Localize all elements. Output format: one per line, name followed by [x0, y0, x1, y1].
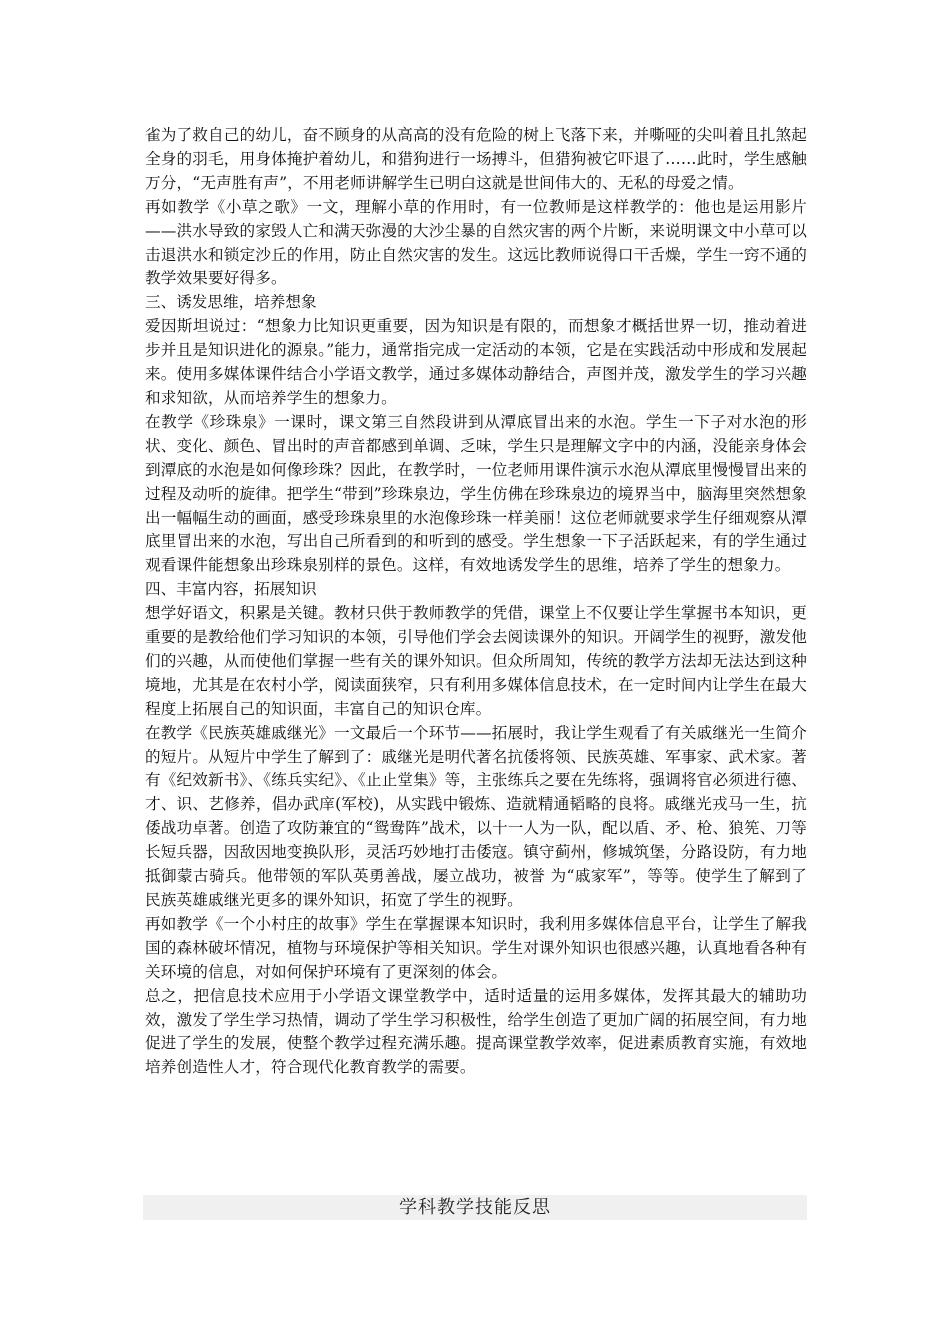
paragraph: 总之，把信息技术应用于小学语文课堂教学中，适时适量的运用多媒体，发挥其最大的辅助功效，激发了学生学习热情，调动了学生学习积极性，给学生创造了更加广阔的拓展空间，有力地促进了学生的发展，使整个教学过程充满乐趣。提高课堂教学效率，促进素质教育实施，有效地培养创造性人才，符合现代化教育教学的需要。: [145, 986, 807, 1077]
section-heading: 三、诱发思维，培养想象: [145, 293, 317, 312]
next-section-title: 学科教学技能反思: [143, 1195, 807, 1220]
section-heading: 四、丰富内容，拓展知识: [145, 580, 317, 599]
paragraph: 在教学《珍珠泉》一课时，课文第三自然段讲到从潭底冒出来的水泡。学生一下子对水泡的形状、变化、颜色、冒出时的声音都感到单调、乏味，学生只是理解文字中的内涵，没能亲身体会到潭底的水泡是如何像珍珠？因此，在教学时，一位老师用课件演示水泡从潭底里慢慢冒出来的过程及动听的旋律。把学生“带到”珍珠泉边，学生仿佛在珍珠泉边的境界当中，脑海里突然想象出一幅幅生动的画面，感受珍珠泉里的水泡像珍珠一样美丽！这位老师就要求学生仔细观察从潭底里冒出来的水泡，写出自己所看到的和听到的感受。学生想象一下子活跃起来，有的学生通过观看课件能想象出珍珠泉别样的景色。这样，有效地诱发学生的思维，培养了学生的想象力。: [145, 412, 807, 575]
paragraph: 再如教学《小草之歌》一文，理解小草的作用时，有一位教师是这样教学的：他也是运用影片——洪水导致的家毁人亡和满天弥漫的大沙尘暴的自然灾害的两个片断，来说明课文中小草可以击退洪水和锁定沙丘的作用，防止自然灾害的发生。这远比教师说得口干舌燥，学生一窍不通的教学效果要好得多。: [145, 197, 807, 288]
paragraph: 再如教学《一个小村庄的故事》学生在掌握课本知识时，我利用多媒体信息平台，让学生了解我国的森林破坏情况，植物与环境保护等相关知识。学生对课外知识也很感兴趣，认真地看各种有关环境的信息，对如何保护环境有了更深刻的体会。: [145, 914, 807, 981]
paragraph: 在教学《民族英雄戚继光》一文最后一个环节——拓展时，我让学生观看了有关戚继光一生简介的短片。从短片中学生了解到了：戚继光是明代著名抗倭将领、民族英雄、军事家、武术家。著有《纪效新书》、《练兵实纪》、《止止堂集》等，主张练兵之要在先练将，强调将官必须进行德、才、识、艺修养，倡办武庠(军校)，从实践中锻炼、造就精通韬略的良将。戚继光戎马一生，抗倭战功卓著。创造了攻防兼宜的“鸳鸯阵”战术，以十一人为一队，配以盾、矛、枪、狼筅、刀等长短兵器，因敌因地变换队形，灵活巧妙地打击倭寇。镇守蓟州，修城筑堡，分路设防，有力地抵御蒙古骑兵。他带领的军队英勇善战，屡立战功，被誉 为“戚家军”，等等。使学生了解到了民族英雄戚继光更多的课外知识，拓宽了学生的视野。: [145, 723, 807, 909]
document-body: [145, 124, 807, 1080]
paragraph: 想学好语文，积累是关键。教材只供于教师教学的凭借，课堂上不仅要让学生掌握书本知识，更重要的是教给他们学习知识的本领，引导他们学会去阅读课外的知识。开阔学生的视野，激发他们的兴趣，从而使他们掌握一些有关的课外知识。但众所周知，传统的教学方法却无法达到这种境地，尤其是在农村小学，阅读面狭窄，只有利用多媒体信息技术，在一定时间内让学生在最大程度上拓展自己的知识面，丰富自己的知识仓库。: [145, 604, 807, 718]
paragraph: 雀为了救自己的幼儿，奋不顾身的从高高的没有危险的树上飞落下来，并嘶哑的尖叫着且扎煞起全身的羽毛，用身体掩护着幼儿，和猎狗进行一场搏斗，但猎狗被它吓退了……此时，学生感触万分，“无声胜有声”，不用老师讲解学生已明白这就是世间伟大的、无私的母爱之情。: [145, 126, 807, 192]
paragraph: 爱因斯坦说过：“想象力比知识更重要，因为知识是有限的，而想象才概括世界一切，推动着进步并且是知识进化的源泉。”能力，通常指完成一定活动的本领，它是在实践活动中形成和发展起来。使用多媒体课件结合小学语文教学，通过多媒体动静结合，声图并茂，激发学生的学习兴趣和求知欲，从而培养学生的想象力。: [145, 317, 807, 407]
